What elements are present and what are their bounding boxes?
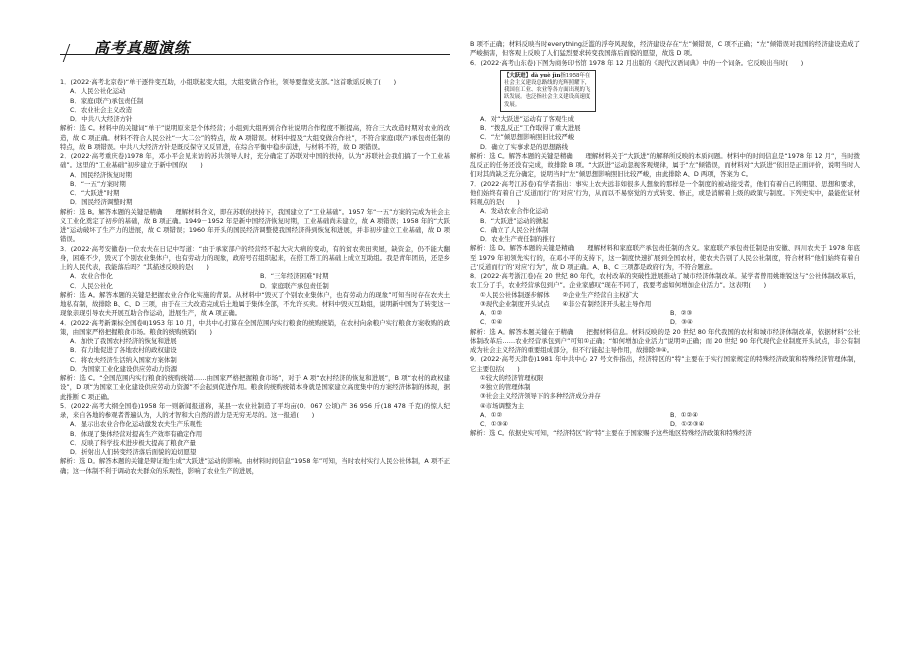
- dictionary-definition: 指1958年在社会主义建设总路线的光辉照耀下，我国在工业、农业等各方面出现的飞跃发展。也泛指社会主义建设高速度发展。: [504, 72, 591, 108]
- question-stem: 2．(2022·高考重庆卷)1978 年，邓小平会见来访的苏共领导人时，充分确定了苏联对中国的扶持，认为“苏联社会我们搞了一个工业基础”。这里的“工业基础”初步建立于新中国的( ): [60, 152, 450, 170]
- answer-option: B．“一五”方案时期: [70, 179, 126, 188]
- question-stem: 3．(2022·高考安徽卷)一位农夫在日记中写道：“由于承家部户的经营经不起大灾大病的变动，有的贫农卖田卖屋，缺资金，仍不能大翻身，困难不少，毁灭了个别农业集体户，也有劳动力的现象，政府号召组织起来，在搭工帮工的基础上成立互助组。我是青年团员，还是乡上的人民代表，我能落后吗？”其描述反映的是( ): [60, 244, 450, 271]
- analysis-paragraph: 解析：选 C。依据史实可知，“经济特区”的“特”主要在于国家赐予这些地区特殊经济政策和特殊经济: [470, 429, 752, 438]
- left-column-body: [60, 78, 450, 476]
- analysis-paragraph: 解析：选 C。“全国范围内实行粮食的统购统销……由国家严格把握粮食市场”，对于 A 项“农村经济的恢复和进展”，B 项“农村的政权建设”，D 项“为国家工业化建设供应劳动力资源”不会起到促进作用。粮食的统购统销本身就是国家建立高度集中的方案经济体制的体现，据此推断 C 项正确。: [60, 374, 450, 401]
- analysis-paragraph: 解析：选 A。解答本题的关键是把握农业合作化实施的背景。从材料中“毁灭了个别农业集体户，也有劳动力的现象”可知当时存在农夫土地私有制，故排除 B、C、D 三项，由于在三大改造完成后土地属于集体全部，不允许买卖。材料中毁灭互助组，说明新中国为了转变这一现象亲现引导农夫开展互助合作运动，进展生产，故 A 项正确。: [60, 290, 450, 318]
- answer-option: D．家庭联产承包责任制: [260, 281, 329, 290]
- question-stem: 4．(2022·高考新课标全国卷Ⅱ)1953 年 10 月，中共中心打算在全国范围内实行粮食的统购统销，在农村向余粮户实行粮食方案收购的政策，由国家严格把握粮食市场。粮食的统购统销( ): [60, 318, 450, 336]
- analysis-paragraph: 解析：选 B。解答本题的关键是精确 理解材料含义，即在苏联的扶持下，我国建立了“工业基础”。1957 年“一五”方案的完成为社会主义工业化奠定了初步的基础，故 B 项正确。1949－1952 年是新中国经济恢复时期，工业基础尚未建立，故 A 项错误；1958 年的“大跃进”运动破坏了生产力的进展，故 C 项错误；1960 年开头的国民经济调整使我国经济得到恢复和进展，并非初步建立工业基础，故 D 项错误。: [60, 207, 450, 244]
- answer-option: D．农业生产责任制的推行: [480, 235, 556, 244]
- answer-option: ④市场调整为主: [480, 401, 525, 410]
- answer-options-row: [60, 282, 450, 291]
- analysis-paragraph: 解析：选 D。解答本题的关键是辩证地生成“大跃进”运动的影响。由材料时间信息“1958 年”可知，当时农村实行人民公社体制，A 项不正确；这一体制不利于调动农夫群众的乐观性，影响了农业生产的进展，: [60, 457, 450, 475]
- right-column-top: [470, 40, 860, 68]
- answer-option: B．体现了集体经营对提高生产效率有确定作用: [70, 429, 203, 438]
- right-column-bottom: [470, 115, 860, 439]
- answer-options-row: [470, 420, 860, 429]
- analysis-paragraph: B 项不正确；材料反映当时everything泛滥的浮夸风现象，经济建设存在“左”倾错误，C 项不正确；“左”倾错误对我国的经济建设造成了严峻损害，但客观上反映了人们猛烈要求转变我国落后面貌的愿望，故选 D 项。: [470, 40, 860, 58]
- answer-option: D．③④: [670, 318, 693, 327]
- answer-option: ③现代企业制度开头试点 ④非公有制经济开头起主导作用: [480, 299, 652, 308]
- answer-option: B．②③: [670, 309, 693, 318]
- answer-option: C．“大跃进”时期: [70, 189, 120, 197]
- answer-option: ①较大的经济管理权限: [480, 373, 544, 382]
- answer-option: ②独立的管理体制: [480, 383, 531, 392]
- answer-option: A．人民公社化运动: [70, 87, 126, 96]
- answer-options-row: [470, 411, 860, 420]
- question-stem: 7．(2022·高考江苏卷)有学者指出：事实上农夫远非如很多人想象的那样是一个制度的被动接受者，他们有着自己的期望、思想和要求，他们始终有着自己‘反道而行’的‘对应’行为，从而以不易察觉的方式转变、修正，或是消解着上级的政策与制度。下列史实中，最能佐证材料观点的是( ): [470, 179, 860, 207]
- answer-option: A．显示出农业合作化运动激发农夫生产乐观性: [70, 420, 203, 429]
- answer-options-row: [470, 309, 860, 318]
- answer-option: C．确立了人民公社体制: [480, 225, 549, 234]
- question-stem: 8．(2022·高考浙江卷)在 20 世纪 80 年代，农村改革的突破性进展推动了城市经济体制改革。某学者曾用姚维锐这与“公社体制改革后，农工分了手，农业经营承包到户”。企业家感叹“现在不同了，我要考虑如何增加企业活力”。这表明( ): [470, 272, 860, 290]
- answer-option: ③社会主义经济领导下的多种经济成分并存: [480, 392, 601, 401]
- dictionary-entry-box: [500, 70, 596, 112]
- answer-option: D．折射出人们转变经济落后面貌的迫切愿望: [70, 448, 197, 456]
- answer-option: A．加快了我国农村经济的恢复和进展: [70, 337, 177, 345]
- section-title: 高考真题演练: [88, 44, 196, 53]
- answer-option: B．“拨乱反正”工作取得了重大进展: [480, 124, 581, 133]
- answer-option: D．①②③④: [670, 420, 705, 429]
- answer-option: A．发动农业合作化运动: [480, 207, 549, 216]
- answer-option: B．家庭(联产)承包责任制: [70, 96, 144, 105]
- header-ornament: [63, 44, 81, 62]
- answer-option: A．①②: [480, 410, 503, 419]
- answer-options-row: [470, 318, 860, 327]
- analysis-paragraph: 解析：选 C。解答本题的关键是精确 理解材料关于“大跃进”的解释所反映的本质问题。材料中的时间信息是“1978 年 12 月”，当时拨乱反正的任务还没有完成，故排除 B 项。“大跃进”运动忽视客观规律，属于“左”倾错误，而材料对“大跃进”依旧是正面评价，说明当时人们对其尚缺乏充分确定，说明当时“左”倾思想影响照旧比较严峻，由此排除 A、D 两项，答案为 C。: [470, 151, 860, 179]
- answer-option: A．对“大跃进”运动有了客观生成: [480, 114, 575, 123]
- answer-option: B．①②④: [670, 410, 698, 419]
- answer-option: C．农业社会主义改造: [70, 105, 132, 114]
- answer-option: A．①②: [480, 309, 503, 318]
- left-column: [60, 0, 450, 476]
- answer-option: C．人民公社化: [70, 281, 113, 290]
- answer-option: A．国民经济恢复时期: [70, 170, 132, 179]
- answer-option: C．“左”倾思想影响照旧比较严峻: [480, 133, 575, 142]
- question-stem: 6．(2022·高考山东卷)下图为商务印书馆 1978 年 12 月出版的《现代汉语词典》中的一个词条。它反映出当时( ): [470, 58, 804, 67]
- question-stem: 5．(2022·高考大纲全国卷)1958 年一则新闻报道称，某县一农业社制造了平均亩(0．067 公顷)产 36 956 斤(18 478 千克)的惊人纪录，来自各地的参观者普遍认为，人的才智和大自然的潜力是无穷无尽的。这一报道( ): [60, 401, 450, 419]
- analysis-paragraph: 解析：选 C。材料中的关键词“单干”说明原来是个体经营；小组到大组再到合作社说明合作程度不断提高，符合三大改造时期对农业的改造，故 C 项正确。材料不符合人民公社“一大二公”的特点，故 A 项错误。材料中提及“大组变做合作社”，不符合家庭(联产)承包责任制的特点，故 B 项错误。中共八大经济方针是既反保守又反冒进，在综合平衡中稳步前进，与材料不符，故 D 项错误。: [60, 124, 450, 151]
- analysis-paragraph: 解析：选 D。解答本题的关键是精确 理解材料和家庭联产承包责任制的含义。家庭联产承包责任制是由安徽、四川农夫于 1978 年底至 1979 年初领先实行的，在邓小平的支持下，这一制度快速扩展到全国农村，使农夫告别了人民公社制度，符合材料“他们始终有着自己‘反道而行’的‘对应’行为”，故 D 项正确。A、B、C 三项都是政府行为，不符合题意。: [470, 244, 860, 271]
- question-stem: 9．(2022·高考天津卷)1981 年中共中心 27 号文件指出，经济特区的“特”主要在于实行国家规定的特殊经济政策和特殊经济管理体制，它主要包括( ): [470, 355, 860, 373]
- answer-option: C．①③④: [480, 420, 509, 429]
- analysis-paragraph: 解析：选 A。解答本题关键在于精确 把握材料信息。材料反映的是 20 世纪 80 年代我国的农村和城市经济体制改革，依据材料“公社体制改革后……农业经营承包到户”可知①正确；“如何增加企业活力”说明②正确；而 20 世纪 90 年代现代企业制度开头试点，非公有制成为社会主义经济的重要组成部分，但不行能起主导作用，故排除③④。: [470, 327, 860, 355]
- answer-option: D．国民经济调整时期: [70, 198, 133, 207]
- answer-option: D．中共八大经济方针: [70, 115, 133, 123]
- answer-options-row: [60, 272, 450, 281]
- section-header: [60, 40, 450, 70]
- answer-option: C．反映了科学技术进步极大提高了粮食产量: [70, 438, 196, 447]
- question-stem: 1．(2022·高考北京卷)“单干逐件变互助，小组联起变大组，大组变做合作社，领导要靠党支部。”这首歌谣反映了( ): [60, 78, 397, 86]
- answer-option: D．为国家工业化建设供应劳动力资源: [70, 364, 178, 373]
- dictionary-headword: 【大跃进】dà yuè jìn: [504, 72, 561, 79]
- right-column: [470, 0, 860, 439]
- answer-option: ①人民公社体制逐步解体 ②企业生产经营自主权扩大: [480, 290, 639, 299]
- answer-option: B．“大跃进”运动的掀起: [480, 216, 549, 225]
- answer-option: B．“三年经济困难”时期: [260, 272, 329, 281]
- answer-option: A．农业合作化: [70, 272, 113, 281]
- answer-option: C．①④: [480, 318, 503, 327]
- answer-option: C．将农夫经济生活纳入国家方案体制: [70, 355, 177, 364]
- answer-option: B．有力地促进了各地农村的政权建设: [70, 346, 177, 355]
- answer-option: D．确立了实事求是的思想路线: [480, 142, 568, 151]
